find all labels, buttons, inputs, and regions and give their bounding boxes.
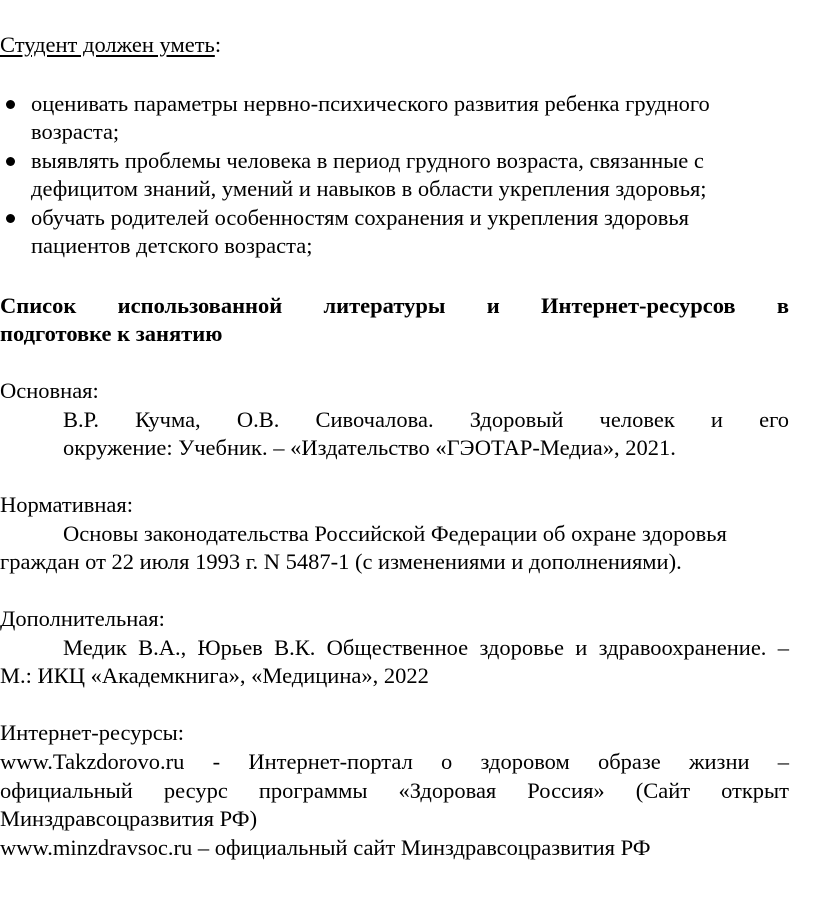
bullet-icon <box>6 157 15 166</box>
skill-item-1-line-1: оценивать параметры нервно-психического развития ребенка грудного <box>31 91 710 116</box>
skill-item-1-line-2: возраста; <box>31 119 120 144</box>
normative-line-1: Основы законодательства Российской Федерации об охране здоровья <box>63 521 727 546</box>
literature-title-line-2: подготовке к занятию <box>0 321 223 346</box>
skill-item-2-line-2: дефицитом знаний, умений и навыков в области укрепления здоровья; <box>31 176 707 201</box>
additional-line-1: Медик В.А., Юрьев В.К. Общественное здоровье и здравоохранение. – <box>63 635 789 660</box>
main-literature-line-1: В.Р. Кучма, О.В. Сивочалова. Здоровый человек и его <box>63 407 789 432</box>
normative-line-2: граждан от 22 июля 1993 г. N 5487-1 (с изменениями и дополнениями). <box>0 549 682 574</box>
bullet-icon <box>6 100 15 109</box>
skill-item-3-line-2: пациентов детского возраста; <box>31 233 313 258</box>
literature-title-line-1: Список использованной литературы и Интернет-ресурсов в <box>0 293 789 318</box>
internet-line-2: официальный ресурс программы «Здоровая Россия» (Сайт открыт <box>0 778 789 803</box>
skills-heading <box>0 31 221 59</box>
internet-line-1: www.Takzdorovo.ru - Интернет-портал о здоровом образе жизни – <box>0 749 789 774</box>
skill-item-3-line-1: обучать родителей особенностям сохранения и укрепления здоровья <box>31 205 689 230</box>
main-literature-label: Основная: <box>0 378 99 403</box>
internet-label: Интернет-ресурсы: <box>0 720 185 745</box>
internet-line-4: www.minzdravsoc.ru – официальный сайт Минздравсоцразвития РФ <box>0 835 651 860</box>
additional-label: Дополнительная: <box>0 606 165 631</box>
skill-item-2-line-1: выявлять проблемы человека в период грудного возраста, связанные с <box>31 148 704 173</box>
bullet-icon <box>6 214 15 223</box>
internet-line-3: Минздравсоцразвития РФ) <box>0 806 258 831</box>
additional-line-2: М.: ИКЦ «Академкнига», «Медицина», 2022 <box>0 663 429 688</box>
skills-heading-text: Студент должен уметь <box>0 32 215 57</box>
skills-heading-colon: : <box>214 32 222 57</box>
normative-label: Нормативная: <box>0 492 134 517</box>
main-literature-line-2: окружение: Учебник. – «Издательство «ГЭОТАР-Медиа», 2021. <box>63 435 676 460</box>
